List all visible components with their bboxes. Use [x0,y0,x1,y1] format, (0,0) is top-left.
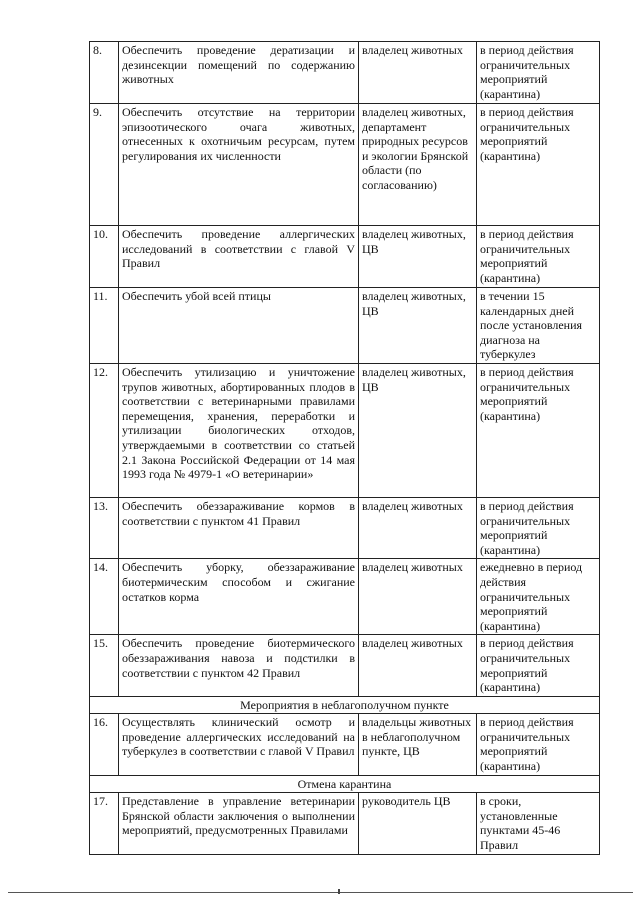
section-header-row [90,775,600,793]
row-number: 15. [90,635,119,696]
row-number: 17. [90,793,119,855]
row-term: в период действия ограничительных мероприятий (карантина) [477,104,600,226]
row-term: ежедневно в период действия ограничительных мероприятий (карантина) [477,559,600,635]
page-bottom-rule [8,892,633,893]
row-action: Обеспечить проведение дератизации и дезинсекции помещений по содержанию животных [119,42,359,104]
section-header-row [90,696,600,714]
row-responsible: владелец животных, департамент природных ресурсов и экологии Брянской области (по согласованию) [359,104,477,226]
row-number: 8. [90,42,119,104]
table-row [90,559,600,635]
table-row [90,714,600,775]
row-term: в период действия ограничительных мероприятий (карантина) [477,42,600,104]
row-term: в период действия ограничительных мероприятий (карантина) [477,226,600,288]
table-row [90,42,600,104]
row-responsible: владелец животных, ЦВ [359,226,477,288]
row-responsible: руководитель ЦВ [359,793,477,855]
measures-table [89,41,600,855]
row-action: Обеспечить проведение аллергических исследований в соответствии с главой V Правил [119,226,359,288]
row-action: Представление в управление ветеринарии Брянской области заключения о выполнении мероприятий, предусмотренных Правилами [119,793,359,855]
row-term: в период действия ограничительных мероприятий (карантина) [477,635,600,696]
row-action: Осуществлять клинический осмотр и проведение аллергических исследований на туберкулез в соответствии с главой V Правил [119,714,359,775]
row-term: в течении 15 календарных дней после установления диагноза на туберкулез [477,288,600,364]
row-term: в период действия ограничительных мероприятий (карантина) [477,363,600,497]
row-responsible: владелец животных, ЦВ [359,288,477,364]
row-number: 14. [90,559,119,635]
row-responsible: владелец животных [359,635,477,696]
row-number: 12. [90,363,119,497]
section-title: Мероприятия в неблагополучном пункте [90,696,600,714]
row-action: Обеспечить утилизацию и уничтожение трупов животных, абортированных плодов в соответствии с ветеринарными правилами перемещения, хранения, переработки и утилизации биологических отходов, утверждаемыми в соответствии со статьей 2.1 Закона Российской Федерации от 14 мая 1993 года № 4979-1 «О ветеринарии» [119,363,359,497]
row-responsible: владельцы животных в неблагополучном пункте, ЦВ [359,714,477,775]
row-action: Обеспечить уборку, обеззараживание биотермическим способом и сжигание остатков корма [119,559,359,635]
row-responsible: владелец животных [359,42,477,104]
table-row [90,497,600,558]
row-action: Обеспечить обеззараживание кормов в соответствии с пунктом 41 Правил [119,497,359,558]
table-row [90,363,600,497]
section-title: Отмена карантина [90,775,600,793]
row-number: 16. [90,714,119,775]
table-row [90,288,600,364]
row-responsible: владелец животных [359,559,477,635]
row-term: в сроки, установленные пунктами 45-46 Правил [477,793,600,855]
row-number: 11. [90,288,119,364]
page-bottom-mark [338,889,340,894]
row-term: в период действия ограничительных мероприятий (карантина) [477,497,600,558]
row-responsible: владелец животных, ЦВ [359,363,477,497]
row-responsible: владелец животных [359,497,477,558]
row-action: Обеспечить отсутствие на территории эпизоотического очага животных, отнесенных к охотничьим ресурсам, путем регулирования их численности [119,104,359,226]
row-number: 13. [90,497,119,558]
table-row [90,226,600,288]
row-number: 9. [90,104,119,226]
row-action: Обеспечить проведение биотермического обеззараживания навоза и подстилки в соответствии с пунктом 42 Правил [119,635,359,696]
table-row [90,635,600,696]
row-number: 10. [90,226,119,288]
table-row [90,104,600,226]
table-row [90,793,600,855]
row-action: Обеспечить убой всей птицы [119,288,359,364]
row-term: в период действия ограничительных мероприятий (карантина) [477,714,600,775]
